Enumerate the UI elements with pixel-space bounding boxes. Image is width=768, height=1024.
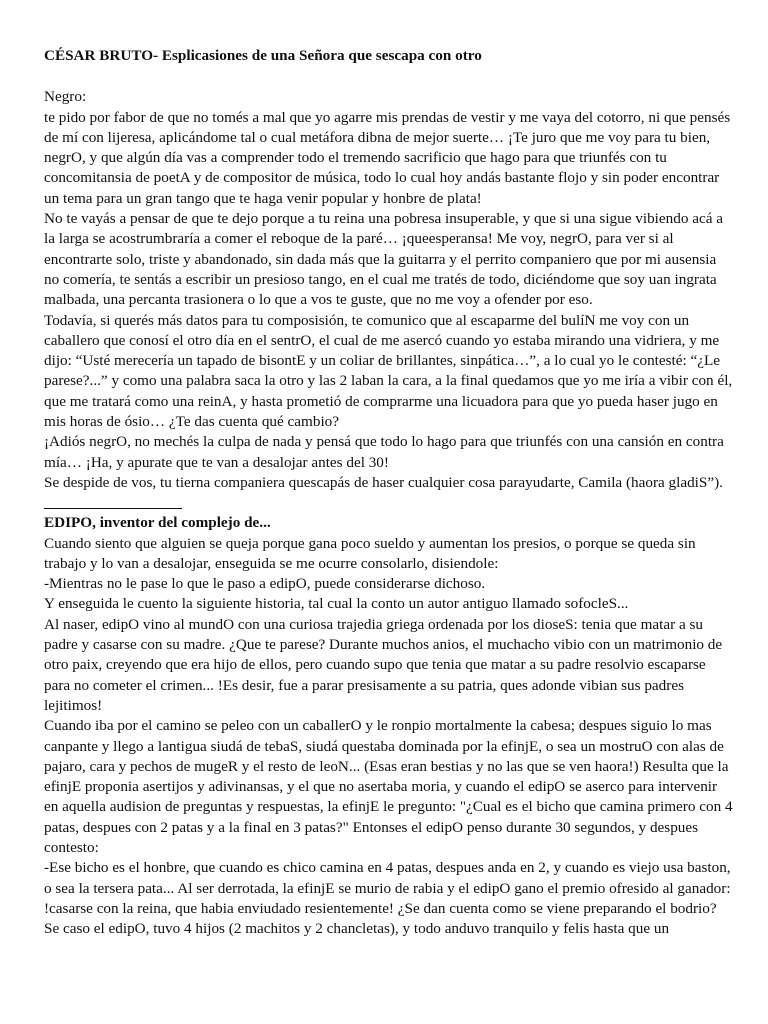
letter-paragraph: te pido por fabor de que no tomés a mal que yo agarre mis prendas de vestir y me vaya del cotorro, ni que pensés de mí con lijeresa, aplicándome tal o cual metáfora dibna de mejor suerte… ¡Te juro que me voy para tu bien, negrO, y que algún día vas a comprender todo el tremendo sacrificio que hago para que triunfés con tu concomitansia de poetA y de compositor de música, todo lo cual hoy andás bastante flojo y sin poder encontrar un tema para un gran tango que te haga venir popular y honbre de plata! [44, 108, 731, 207]
letter-signature: Se despide de vos, tu tierna companiera quescapás de haser cualquier cosa parayudarte, Camila (haora gladiS”). [44, 473, 723, 491]
letter-paragraph: ¡Adiós negrO, no mechés la culpa de nada y pensá que todo lo hago para que triunfés con una cansión en contra mía… ¡Ha, y apurate que te van a desalojar antes del 30! [44, 433, 724, 471]
section-paragraph: Se caso el edipO, tuvo 4 hijos (2 machitos y 2 chancletas), y todo anduvo tranquilo y felis hasta que un [44, 920, 670, 938]
section-paragraph: Cuando siento que alguien se queja porque gana poco sueldo y aumentan los presios, o porque se queda sin trabajo y lo van a desalojar, enseguida se me ocurre consolarlo, disiendole: [44, 534, 696, 572]
letter-paragraph: Todavía, si querés más datos para tu composisión, te comunico que al escaparme del bulíN me voy con un caballero que conosí el otro día en el sentrO, el cual de me asercó cuando yo estaba mirando una vidriera, y me dijo: “Usté merecería un tapado de bisontE y un coliar de brillantes, sinpática…”, a lo cual yo le contesté: “¿Le parese?...” y como una palabra saca la otro y las 2 laban la cara, a la final quedamos que yo me iría a vibir con él, que me tratará como una reinA, y hasta prometió de comprarme una licuadora para que yo pueda haser jugo en mis horas de ósio… ¿Te das cuenta qué cambio? [44, 311, 733, 431]
section-paragraph: Y enseguida le cuento la siguiente historia, tal cual la conto un autor antiguo llamado sofocleS... [44, 595, 629, 613]
letter-paragraph: No te vayás a pensar de que te dejo porque a tu reina una pobresa insuperable, y que si una sigue vibiendo acá a la larga se acostrumbraría a comer el reboque de la paré… ¡queesperansa! Me voy, negrO, para ver si al encontrarte solo, triste y abandonado, sin dada más que la guitarra y el perrito companiero que por mi ausensia no comería, te sentás a escribir un presioso tango, en el cual me tratés de todo, diciéndome que soy uan ingrata malbada, una percanta trasionera o lo que a vos te guste, que no me voy a ofender por eso. [44, 210, 723, 309]
document-page [44, 46, 734, 939]
section-divider [44, 493, 734, 513]
letter-salutation: Negro: [44, 88, 87, 106]
document-title: CÉSAR BRUTO- Esplicasiones de una Señora que sescapa con otro [44, 47, 482, 64]
section-paragraph: Al naser, edipO vino al mundO con una curiosa trajedia griega ordenada por los dioseS: tenia que matar a su padre y casarse con su madre. ¿Que te parese? Durante muchos anios, el muchacho vibio con un matrimonio de otro paix, creyendo que era hijo de ellos, pero cuando supo que tenia que matar a su padre resolvio escaparse para no cometer el crimen... !Es desir, fue a parar presisamente a su patria, ques adonde vibian sus padres lejitimos! [44, 615, 723, 714]
section-title-edipo: EDIPO, inventor del complejo de... [44, 514, 271, 532]
section-paragraph: -Ese bicho es el honbre, que cuando es chico camina en 4 patas, despues anda en 2, y cuando es viejo usa baston, o sea la tersera pata... Al ser derrotada, la efinjE se murio de rabia y el edipO gano el premio ofresido al ganador: !casarse con la reina, que habia enviudado resientemente! ¿Se dan cuenta como se viene preparando el bodrio? [44, 859, 731, 917]
section-paragraph: -Mientras no le pase lo que le paso a edipO, puede considerarse dichoso. [44, 575, 486, 593]
divider-line [44, 508, 182, 509]
section-paragraph: Cuando iba por el camino se peleo con un caballerO y le ronpio mortalmente la cabesa; despues siguio lo mas canpante y llego a lantigua siudá de tebaS, siudá questaba dominada por la efinjE, o sea un mostruO con alas de pajaro, cara y pechos de mugeR y el resto de leoN... (Esas eran bestias y no las que se ven haora!) Resulta que la efinjE proponia asertijos y adivinansas, y el que no asertaba moria, y cuando el edipO se aserco para intervenir en aquella audision de preguntas y respuestas, la efinjE le pregunto: "¿Cual es el bicho que camina primero con 4 patas, despues con 2 patas y a la final en 3 patas?" Entonses el edipO penso durante 30 segundos, y despues contesto: [44, 717, 733, 856]
